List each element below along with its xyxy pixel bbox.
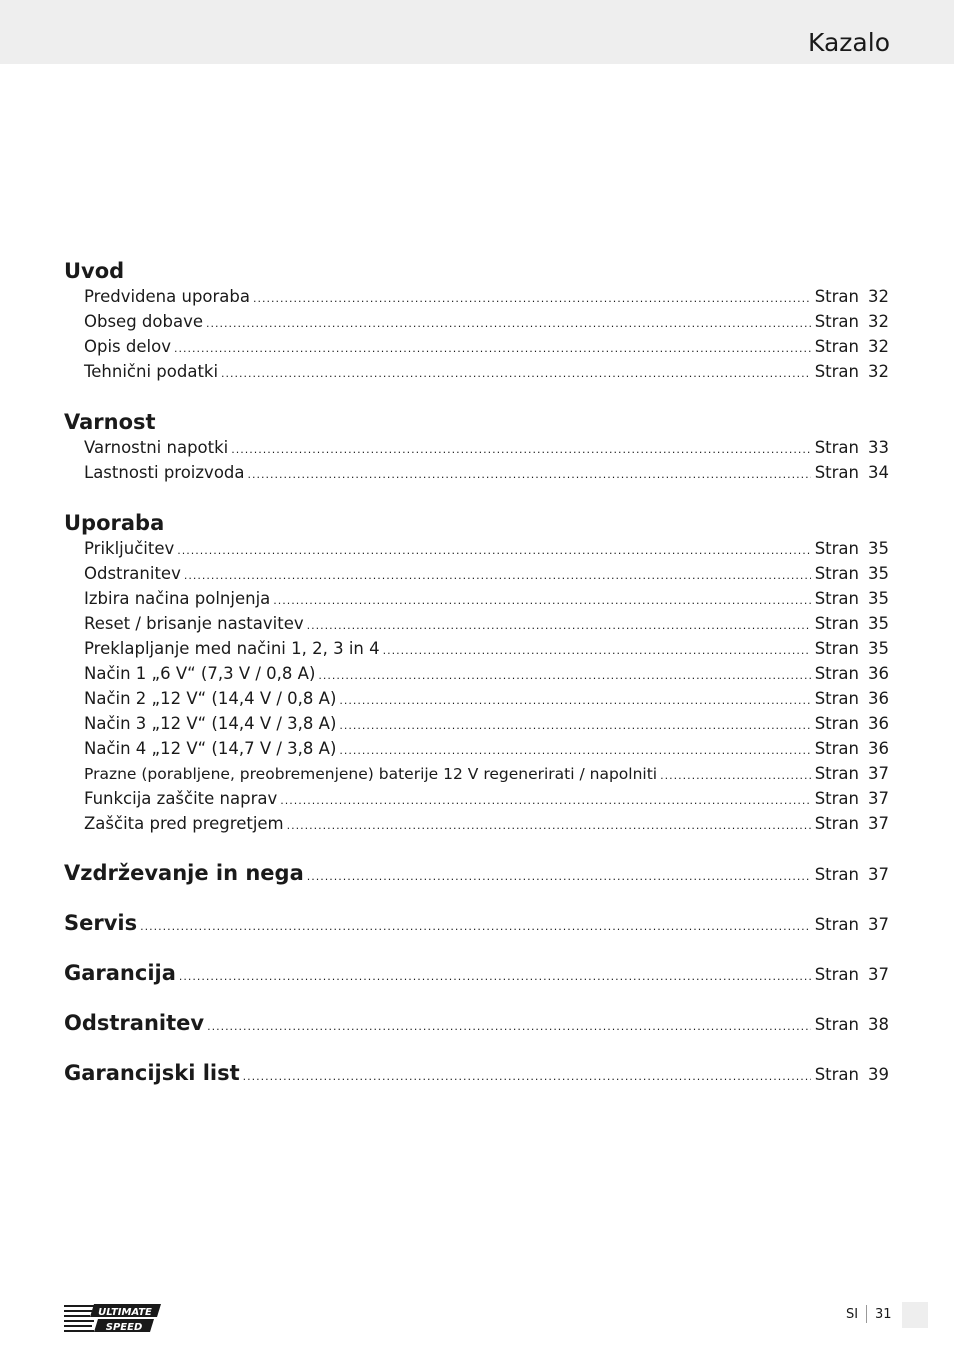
entry-label: Način 2 „12 V“ (14,4 V / 0,8 A) xyxy=(84,689,337,708)
leader-dots xyxy=(273,588,810,613)
toc-entry[interactable] xyxy=(64,284,889,309)
page-ref: Stran 34 xyxy=(814,463,889,482)
toc-entry[interactable] xyxy=(64,811,889,836)
page-ref: Stran 35 xyxy=(814,564,889,583)
entry-label: Opis delov xyxy=(84,337,171,356)
toc-section-uporaba xyxy=(64,510,889,836)
toc-entry[interactable] xyxy=(64,686,889,711)
leader-dots xyxy=(660,763,811,788)
page-ref: Stran 35 xyxy=(814,614,889,633)
ultimate-speed-logo-icon xyxy=(64,1303,162,1333)
page-ref: Stran 36 xyxy=(814,664,889,683)
leader-dots xyxy=(221,361,811,386)
page-ref: Stran 36 xyxy=(814,689,889,708)
page-ref: Stran 33 xyxy=(814,438,889,457)
leader-dots xyxy=(383,638,811,663)
leader-dots xyxy=(206,311,811,336)
leader-dots xyxy=(174,336,811,361)
entry-label: Lastnosti proizvoda xyxy=(84,463,245,482)
page-ref: Stran 32 xyxy=(814,362,889,381)
leader-dots xyxy=(318,663,810,688)
toc-chapter[interactable] xyxy=(64,848,889,898)
page-ref: Stran 37 xyxy=(814,789,889,808)
entry-label: Prazne (porabljene, preobremenjene) baterije 12 V regenerirati / napolniti xyxy=(84,765,658,783)
leader-dots xyxy=(307,852,811,902)
page-ref: Stran 37 xyxy=(814,915,889,934)
toc-entry[interactable] xyxy=(64,435,889,460)
toc-entry[interactable] xyxy=(64,661,889,686)
toc-entry[interactable] xyxy=(64,711,889,736)
page-ref: Stran 36 xyxy=(814,714,889,733)
chapter-label: Garancijski list xyxy=(64,1061,240,1085)
page-ref: Stran 37 xyxy=(814,865,889,884)
entry-label: Tehnični podatki xyxy=(84,362,219,381)
leader-dots xyxy=(207,1002,811,1052)
leader-dots xyxy=(177,538,810,563)
toc-entry[interactable] xyxy=(64,561,889,586)
entry-label: Odstranitev xyxy=(84,564,181,583)
page-ref: Stran 32 xyxy=(814,287,889,306)
page-ref: Stran 37 xyxy=(814,965,889,984)
leader-dots xyxy=(287,813,811,838)
section-title: Uporaba xyxy=(64,511,165,535)
entry-label: Način 3 „12 V“ (14,4 V / 3,8 A) xyxy=(84,714,337,733)
entry-label: Varnostni napotki xyxy=(84,438,229,457)
footer-language: SI xyxy=(846,1307,859,1322)
leader-dots xyxy=(179,952,811,1002)
leader-dots xyxy=(339,688,810,713)
toc-entry[interactable] xyxy=(64,786,889,811)
entry-label: Priključitev xyxy=(84,539,175,558)
page-ref: Stran 32 xyxy=(814,337,889,356)
toc-chapter[interactable] xyxy=(64,898,889,948)
page-ref: Stran 35 xyxy=(814,539,889,558)
chapter-label: Vzdrževanje in nega xyxy=(64,861,304,885)
page-ref: Stran 36 xyxy=(814,739,889,758)
page-ref: Stran 35 xyxy=(814,589,889,608)
leader-dots xyxy=(243,1052,811,1102)
page-ref: Stran 38 xyxy=(814,1015,889,1034)
section-title: Uvod xyxy=(64,259,125,283)
entry-label: Obseg dobave xyxy=(84,312,203,331)
leader-dots xyxy=(307,613,811,638)
table-of-contents xyxy=(64,258,889,1098)
entry-label: Predvidena uporaba xyxy=(84,287,250,306)
toc-entry[interactable] xyxy=(64,536,889,561)
toc-entry[interactable] xyxy=(64,736,889,761)
toc-entry[interactable] xyxy=(64,636,889,661)
entry-label: Zaščita pred pregretjem xyxy=(84,814,284,833)
chapter-label: Servis xyxy=(64,911,138,935)
leader-dots xyxy=(248,462,811,487)
leader-dots xyxy=(280,788,810,813)
leader-dots xyxy=(231,437,810,462)
toc-section-varnost xyxy=(64,409,889,485)
leader-dots xyxy=(140,902,811,952)
section-title: Varnost xyxy=(64,410,156,434)
footer-corner-box xyxy=(902,1302,928,1328)
footer-divider xyxy=(866,1305,867,1323)
toc-chapter[interactable] xyxy=(64,1048,889,1098)
page-ref: Stran 39 xyxy=(814,1065,889,1084)
page-ref: Stran 32 xyxy=(814,312,889,331)
toc-entry[interactable] xyxy=(64,334,889,359)
toc-entry[interactable] xyxy=(64,761,889,786)
entry-label: Način 4 „12 V“ (14,7 V / 3,8 A) xyxy=(84,739,337,758)
leader-dots xyxy=(184,563,811,588)
entry-label: Funkcija zaščite naprav xyxy=(84,789,278,808)
entry-label: Izbira načina polnjenja xyxy=(84,589,271,608)
svg-text:SPEED: SPEED xyxy=(105,1322,143,1333)
toc-chapter[interactable] xyxy=(64,948,889,998)
page-ref: Stran 37 xyxy=(814,764,889,783)
toc-entry[interactable] xyxy=(64,460,889,485)
entry-label: Reset / brisanje nastavitev xyxy=(84,614,304,633)
toc-entry[interactable] xyxy=(64,586,889,611)
leader-dots xyxy=(339,713,810,738)
footer-page-number: 31 xyxy=(875,1307,892,1322)
toc-section-uvod xyxy=(64,258,889,384)
toc-entry[interactable] xyxy=(64,309,889,334)
chapter-label: Garancija xyxy=(64,961,176,985)
leader-dots xyxy=(253,286,811,311)
toc-entry[interactable] xyxy=(64,611,889,636)
toc-entry[interactable] xyxy=(64,359,889,384)
chapter-label: Odstranitev xyxy=(64,1011,205,1035)
entry-label: Način 1 „6 V“ (7,3 V / 0,8 A) xyxy=(84,664,316,683)
page-ref: Stran 35 xyxy=(814,639,889,658)
svg-text:ULTIMATE: ULTIMATE xyxy=(98,1307,152,1318)
page-title: Kazalo xyxy=(808,28,890,57)
page-ref: Stran 37 xyxy=(814,814,889,833)
toc-chapter[interactable] xyxy=(64,998,889,1048)
entry-label: Preklapljanje med načini 1, 2, 3 in 4 xyxy=(84,639,380,658)
leader-dots xyxy=(339,738,810,763)
